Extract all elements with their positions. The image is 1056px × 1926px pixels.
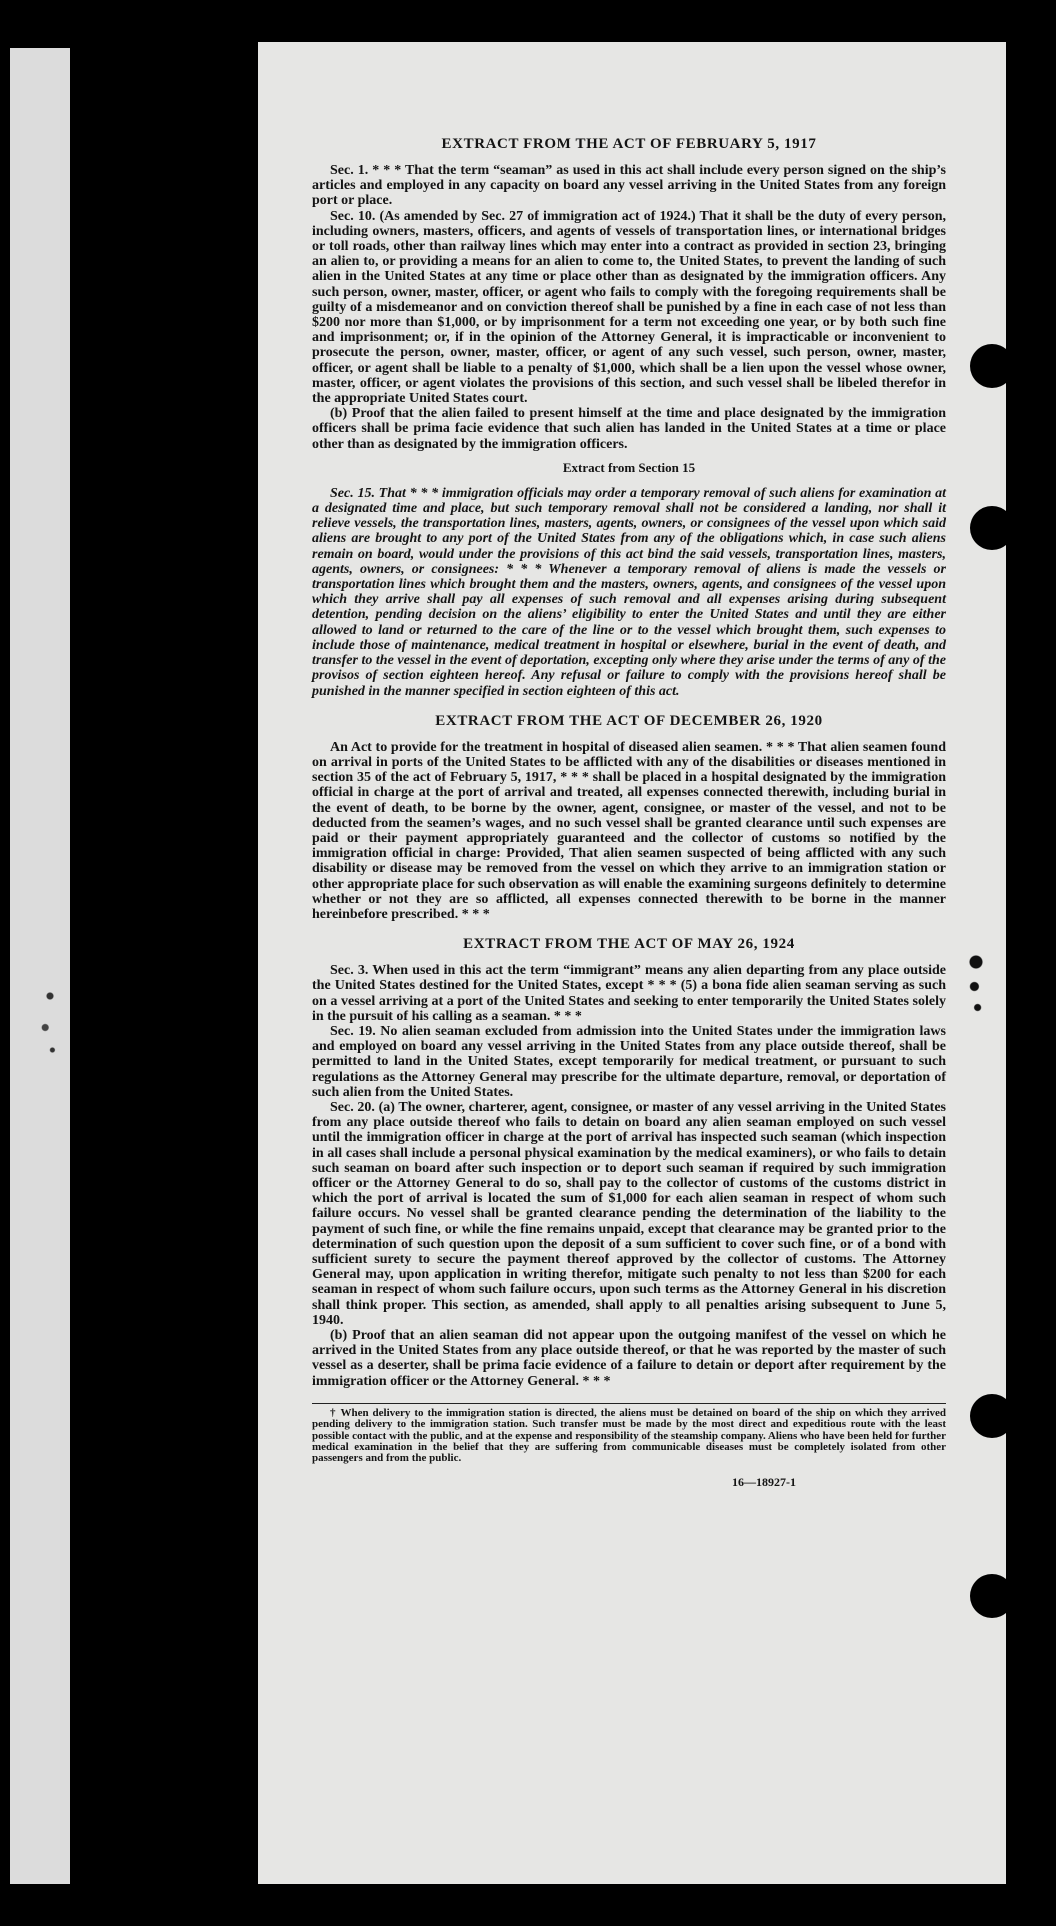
footnote-text: † When delivery to the immigration station is directed, the aliens must be detained on board of the ship on which they arrived pending delivery to the immigration station. Such transfer must be made by the most direct and expeditious route with the least possible contact with the public, and at the expense and responsibility of the steamship company. Aliens who have been held for further medical examination in the belief that they are suffering from communicable diseases must be completely isolated from other passengers and from the public. [312,1406,946,1465]
paragraph-sec-10: Sec. 10. (As amended by Sec. 27 of immigration act of 1924.) That it shall be the duty of every person, including owners, masters, officers, and agents of vessels of transportation lines, or international bridges or toll roads, other than railway lines which may enter into a contract as provided in section 23, bringing an alien to, or providing a means for an alien to come to, the United States, to prevent the landing of such alien in the United States at any time or place other than as designated by the immigration officers. Any such person, owner, master, officer, or agent who fails to comply with the foregoing requirements shall be guilty of a misdemeanor and on conviction thereof shall be punished by a fine in each case of not less than $200 nor more than $1,000, or by imprisonment for a term not exceeding one year, or by both such fine and imprisonment; or, if in the opinion of the Attorney General, it is impracticable or inconvenient to prosecute the person, owner, master, officer, or agent of any such vessel, such person, owner, master, officer, or agent shall be liable to a penalty of $1,000, which shall be a lien upon the vessel whose owner, master, officer, or agent violates the provisions of this section, and such vessel shall be libeled therefor in the appropriate United States court. [312,208,946,407]
edge-marks [968,948,984,1018]
paragraph-sec-3: Sec. 3. When used in this act the term “immigrant” means any alien departing from any place outside the United States destined for the United States, except * * * (5) a bona fide alien seaman serving as such on a vessel arriving at a port of the United States and seeking to enter temporarily the United States solely in the pursuit of his calling as a seaman. * * * [312,963,946,1024]
strip-marks [38,978,62,1068]
section-subheading: Extract from Section 15 [562,459,696,475]
section-extract-15 [312,460,946,699]
section-heading: EXTRACT FROM THE ACT OF DECEMBER 26, 1920 [435,712,823,729]
section-heading: EXTRACT FROM THE ACT OF FEBRUARY 5, 1917 [441,136,817,152]
section-act-feb-1917 [312,136,946,452]
paragraph-sec-1: Sec. 1. * * * That the term “seaman” as used in this act shall include every person signed on the ship’s articles and employed in any capacity on board any vessel arriving in the United States from any foreign port or place. [312,163,946,209]
paragraph-sec-20-b: (b) Proof that an alien seaman did not appear upon the outgoing manifest of the vessel on which he arrived in the United States from any place outside thereof, or that he was reported by the master of such vessel as a deserter, shall be prima facie evidence of a failure to detain or deport after requirement by the immigration officer or the Attorney General. * * * [312,1328,946,1389]
left-page-strip [10,48,70,1884]
paragraph-sec-19: Sec. 19. No alien seaman excluded from admission into the United States under the immigration laws and employed on board any vessel arriving in the United States from any place outside thereof, shall be permitted to land in the United States, except temporarily for medical treatment, or pursuant to such regulations as the Attorney General may prescribe for the ultimate departure, removal, or deportation of such alien from the United States. [312,1023,946,1100]
punch-hole [970,1574,1006,1618]
document-number: 16—18927-1 [732,1474,796,1489]
paragraph-act-1920: An Act to provide for the treatment in hospital of diseased alien seamen. * * * That alien seamen found on arrival in ports of the United States to be afflicted with any of the disabilities or diseases mentioned in section 35 of the act of February 5, 1917, * * * shall be placed in a hospital designated by the immigration official in charge at the port of arrival and treated, all expenses connected therewith, including burial in the event of death, to be borne by the owner, agent, consignee, or master of the vessel, and not to be deducted from the seamen’s wages, and no such vessel shall be granted clearance until such expenses are paid or their payment appropriately guaranteed and the collector of customs so notified by the immigration official in charge: Provided, That alien seamen suspected of being afflicted with any such disability or disease may be removed from the vessel on which they arrive to an immigration station or other appropriate place for such observation as will enable the examining surgeons definitely to determine whether or not they are so afflicted, all expenses connected therewith to be borne in the manner hereinbefore prescribed. * * * [312,739,946,922]
section-act-may-1924 [312,936,946,1389]
punch-hole [970,506,1006,550]
footnote [312,1403,946,1465]
section-act-dec-1920 [312,713,946,922]
paragraph-sec-10-b: (b) Proof that the alien failed to present himself at the time and place designated by the immigration officers shall be prima facie evidence that such alien has landed in the United States at a time or place other than as designated by the immigration officers. [312,406,946,452]
document-page [258,42,1006,1884]
punch-hole [970,1394,1006,1438]
punch-hole [970,344,1006,388]
paragraph-sec-20-a: Sec. 20. (a) The owner, charterer, agent, consignee, or master of any vessel arriving in the United States from any place outside thereof who fails to detain on board any alien seaman employed on such vessel until the immigration officer in charge at the port of arrival has inspected such seaman (which inspection in all cases shall include a personal physical examination by the medical examiners), or who fails to detain such seaman on board after such inspection or to deport such seaman if required by such immigration officer or the Attorney General to do so, shall pay to the collector of customs of the customs district in which the port of arrival is located the sum of $1,000 for each alien seaman in respect of whom such failure occurs. No vessel shall be granted clearance pending the determination of the liability to the payment of such fine, or while the fine remains unpaid, except that clearance may be granted prior to the determination of such question upon the deposit of a sum sufficient to cover such fine, or of a bond with sufficient surety to secure the payment thereof approved by the collector of customs. The Attorney General may, upon application in writing therefor, mitigate such penalty to not less than $200 for each seaman in respect of whom such failure occurs, upon such terms as the Attorney General in his discretion shall think proper. This section, as amended, shall apply to all penalties arising subsequent to June 5, 1940. [312,1099,946,1328]
section-heading: EXTRACT FROM THE ACT OF MAY 26, 1924 [463,936,795,953]
paragraph-sec-15: Sec. 15. That * * * immigration officials may order a temporary removal of such aliens for examination at a designated time and place, but such temporary removal shall not be considered a landing, nor shall it relieve vessels, the transportation lines, masters, agents, owners, or consignees of the vessel upon which said aliens are brought to any port of the United States from any of the obligations which, in case such aliens remain on board, would under the provisions of this act bind the said vessels, transportation lines, masters, agents, owners, or consignees: * * * Whenever a temporary removal of aliens is made the vessels or transportation lines which brought them and the masters, owners, agents, and consignees of the vessel upon which they arrive shall pay all expenses of such removal and all expenses arising during subsequent detention, pending decision on the aliens’ eligibility to enter the United States and until they are either allowed to land or returned to the care of the line or to the vessel which brought them, such expenses to include those of maintenance, medical treatment in hospital or elsewhere, burial in the event of death, and transfer to the vessel in the event of deportation, excepting only where they arise under the terms of any of the provisos of section eighteen hereof. Any refusal or failure to comply with the provisions hereof shall be punished in the manner specified in section eighteen of this act. [312,485,946,699]
